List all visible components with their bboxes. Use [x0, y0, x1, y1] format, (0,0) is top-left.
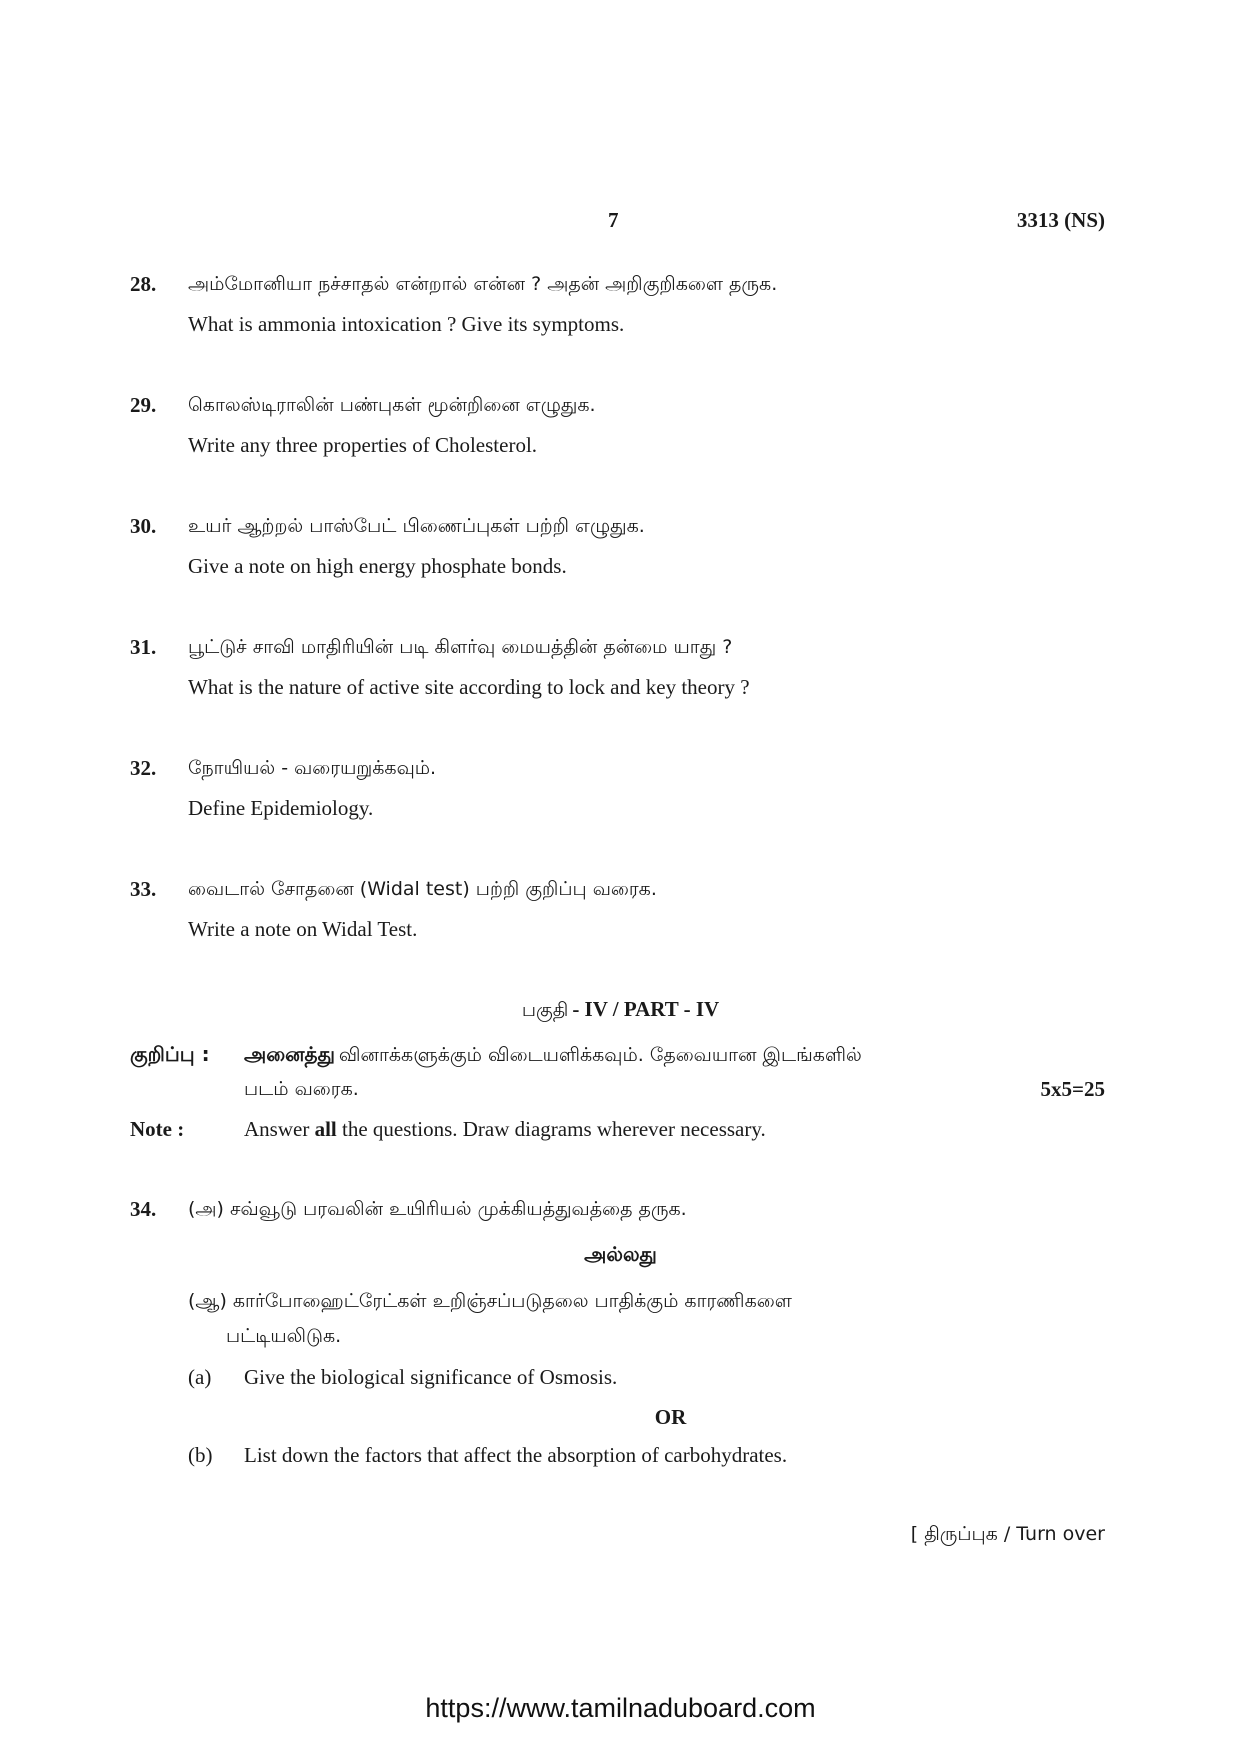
or-english: OR: [654, 1405, 687, 1429]
paper-code: 3313 (NS): [1016, 208, 1105, 232]
question-34b-label: (b): [188, 1443, 213, 1467]
page-number: 7: [608, 208, 619, 232]
note-english-post: the questions. Draw diagrams wherever necessary.: [342, 1117, 766, 1141]
note-tamil-line2: படம் வரைக.: [244, 1078, 359, 1100]
question-34b-english: List down the factors that affect the absorption of carbohydrates.: [244, 1443, 788, 1467]
note-english-label: Note :: [130, 1117, 185, 1141]
question-number: 30.: [130, 514, 157, 538]
question-english: What is the nature of active site according to lock and key theory ?: [188, 675, 750, 699]
turn-over-text: [ திருப்புக / Turn over: [910, 1523, 1105, 1545]
part-heading: [0, 995, 1241, 1024]
question-tamil: அம்மோனியா நச்சாதல் என்றால் என்ன ? அதன் அறிகுறிகளை தருக.: [188, 273, 778, 295]
marks: 5x5=25: [1040, 1077, 1105, 1101]
question-tamil: நோயியல் - வரையறுக்கவும்.: [188, 757, 437, 779]
note-english-emphasis: all: [314, 1117, 337, 1141]
note-tamil-line1: [244, 1040, 862, 1069]
question-number: 28.: [130, 272, 157, 296]
question-english: Give a note on high energy phosphate bonds.: [188, 554, 567, 578]
note-tamil-label: குறிப்பு :: [130, 1042, 210, 1066]
note-tamil-text: வினாக்களுக்கும் விடையளிக்கவும். தேவையான இடங்களில்: [338, 1044, 862, 1066]
question-number: 34.: [130, 1197, 157, 1221]
or-tamil: அல்லது: [584, 1242, 657, 1266]
question-tamil: உயர் ஆற்றல் பாஸ்பேட் பிணைப்புகள் பற்றி எழுதுக.: [188, 515, 645, 537]
question-number: 29.: [130, 393, 157, 417]
question-34b-tamil-line2: பட்டியலிடுக.: [226, 1325, 342, 1347]
question-number: 32.: [130, 756, 157, 780]
part-heading-tamil: பகுதி: [521, 999, 569, 1021]
question-english: Define Epidemiology.: [188, 796, 374, 820]
part-heading-rest: - IV / PART - IV: [572, 997, 720, 1021]
question-34b-tamil-line1: (ஆ) கார்போஹைட்ரேட்கள் உறிஞ்சப்படுதலை பாதிக்கும் காரணிகளை: [188, 1290, 792, 1312]
turn-over: [700, 1520, 1105, 1548]
question-34a-tamil: (அ) சவ்வூடு பரவலின் உயிரியல் முக்கியத்துவத்தை தருக.: [188, 1198, 687, 1220]
question-34a-label: (a): [188, 1365, 212, 1389]
question-number: 33.: [130, 877, 157, 901]
question-number: 31.: [130, 635, 157, 659]
question-tamil: பூட்டுச் சாவி மாதிரியின் படி கிளர்வு மையத்தின் தன்மை யாது ?: [188, 636, 733, 658]
question-tamil: கொலஸ்டிராலின் பண்புகள் மூன்றினை எழுதுக.: [188, 394, 596, 416]
note-english-text: [244, 1115, 766, 1143]
footer-url[interactable]: https://www.tamilnaduboard.com: [425, 1693, 816, 1723]
note-english-pre: Answer: [244, 1117, 310, 1141]
question-english: Write a note on Widal Test.: [188, 917, 418, 941]
question-34a-english: Give the biological significance of Osmosis.: [244, 1365, 618, 1389]
note-tamil-emphasis: அனைத்து: [244, 1042, 335, 1066]
question-tamil: வைடால் சோதனை (Widal test) பற்றி குறிப்பு வரைக.: [188, 878, 657, 900]
question-english: Write any three properties of Cholesterol.: [188, 433, 538, 457]
question-english: What is ammonia intoxication ? Give its symptoms.: [188, 312, 625, 336]
